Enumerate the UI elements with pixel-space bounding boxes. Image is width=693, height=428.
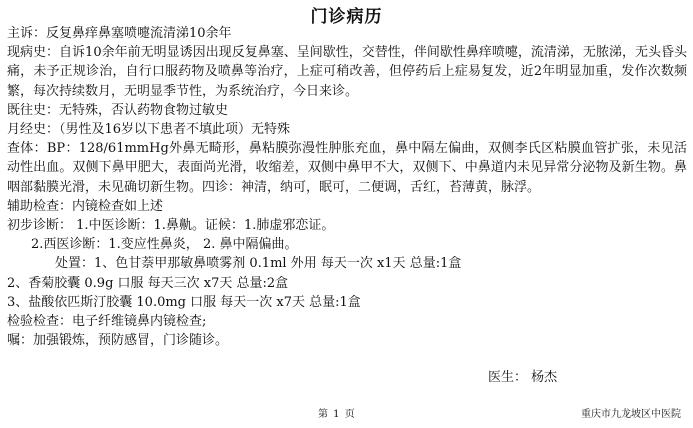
document-title: 门诊病历 bbox=[310, 7, 383, 27]
hospital-name: 重庆市九龙坡区中医院 bbox=[581, 409, 681, 420]
menstrual-history: 月经史：（男性及16岁以下患者不填此项）无特殊 bbox=[7, 122, 291, 138]
page-number: 第 1 页 bbox=[318, 409, 356, 420]
physical-exam: 查体：BP：128/61mmHg外鼻无畸形，鼻粘膜弥漫性肿胀充血，鼻中隔左偏曲，双侧李氏区粘膜血管扩张，未见活动性出血。双侧下鼻甲肥大，表面尚光滑，收缩差，双侧中鼻甲不大，双侧下、中鼻道内未见异常分泌物及新生物。鼻咽部黏膜光滑，未见确切新生物。四诊：神清，纳可，眠可，二便调，舌红，苔薄黄，脉浮。 bbox=[7, 141, 687, 195]
past-history: 既往史：无特殊，否认药物食物过敏史 bbox=[7, 102, 229, 118]
record-body bbox=[7, 24, 687, 350]
medical-advice: 嘱：加强锻炼，预防感冒，门诊随诊。 bbox=[7, 333, 229, 349]
auxiliary-exam: 辅助检查：内镜检查如上述 bbox=[7, 198, 164, 214]
lab-exam: 检验检查：电子纤维镜鼻内镜检查; bbox=[7, 314, 207, 330]
doctor-signature: 医生： 杨杰 bbox=[488, 370, 558, 385]
page-footer bbox=[0, 405, 693, 421]
diagnosis-western: 2.西医诊断：1.变应性鼻炎， 2. 鼻中隔偏曲。 bbox=[31, 237, 298, 253]
diagnosis-tcm: 初步诊断： 1.中医诊断：1.鼻鼽。证候：1.肺虚邪恋证。 bbox=[7, 218, 335, 234]
present-illness: 现病史：自诉10余年前无明显诱因出现反复鼻塞、呈间歇性，交替性，伴间歇性鼻痒喷嚏，流清涕，无脓涕，无头昏头痛，未予正规诊治，自行口服药物及喷鼻等治疗，上症可稍改善，但停药后上症易复发，近2年明显加重，发作次数频繁，每次持续数月，无明显季节性，为系统治疗，今日来诊。 bbox=[7, 45, 687, 99]
treatment-item-2: 2、香菊胶囊 0.9g 口服 每天三次 x7天 总量:2盒 bbox=[7, 275, 289, 291]
treatment-item-3: 3、盐酸依匹斯汀胶囊 10.0mg 口服 每天一次 x7天 总量:1盒 bbox=[7, 294, 361, 310]
chief-complaint: 主诉：反复鼻痒鼻塞喷嚏流清涕10余年 bbox=[7, 26, 232, 41]
treatment-item-1: 处置：1、色甘萘甲那敏鼻喷雾剂 0.1ml 外用 每天一次 x1天 总量:1盒 bbox=[55, 256, 462, 272]
